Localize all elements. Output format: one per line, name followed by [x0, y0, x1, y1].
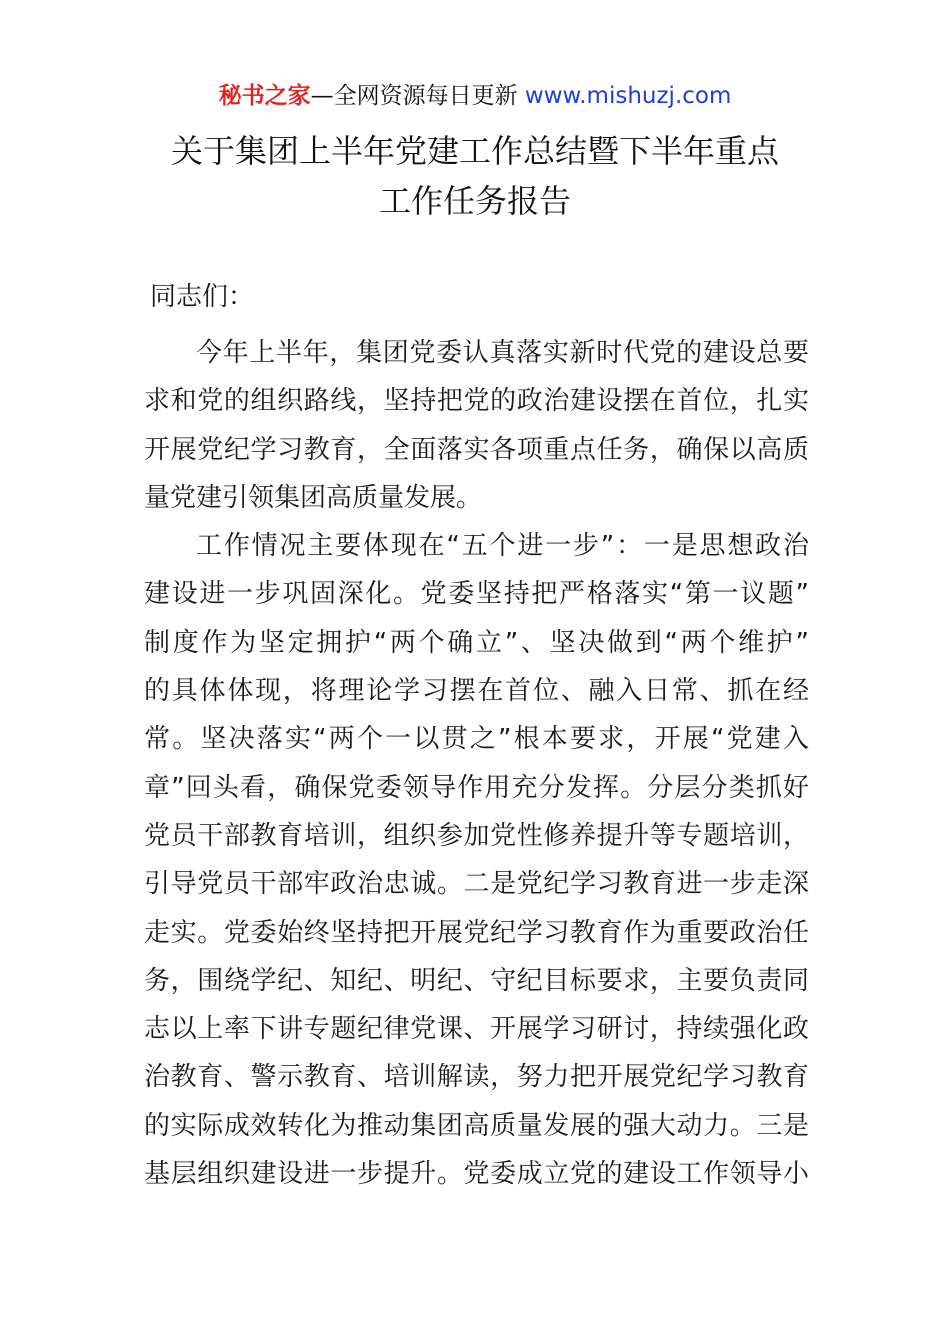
text-line: 基层组织建设进一步提升。党委成立党的建设工作领导小 — [144, 1159, 809, 1190]
site-header — [0, 80, 950, 112]
text-line: 引导党员干部牢政治忠诚。二是党纪学习教育进一步走深 — [144, 869, 809, 900]
site-name: 秘书之家 — [218, 83, 311, 109]
text-line: 务，围绕学纪、知纪、明纪、守纪目标要求，主要负责同 — [144, 965, 809, 996]
text-line: 量党建引领集团高质量发展。 — [144, 482, 483, 513]
text-line: 建设进一步巩固深化。党委坚持把严格落实“第一议题” — [144, 579, 809, 610]
title-line-2: 工作任务报告 — [378, 182, 571, 220]
salutation: 同志们： — [150, 282, 255, 312]
text-line: 常。坚决落实“两个一以贯之”根本要求，开展“党建入 — [144, 724, 809, 755]
text-line: 章”回头看，确保党委领导作用充分发挥。分层分类抓好 — [144, 772, 809, 803]
document-body — [144, 329, 809, 1198]
text-line: 制度作为坚定拥护“两个确立”、坚决做到“两个维护” — [144, 627, 809, 658]
text-line: 开展党纪学习教育，全面落实各项重点任务，确保以高质 — [144, 434, 809, 465]
text-line: 工作情况主要体现在“五个进一步”：一是思想政治 — [196, 531, 809, 562]
text-line: 求和党的组织路线，坚持把党的政治建设摆在首位，扎实 — [144, 386, 809, 417]
document-title — [100, 126, 850, 226]
text-line: 志以上率下讲专题纪律党课、开展学习研讨，持续强化政 — [144, 1014, 809, 1045]
text-line: 的实际成效转化为推动集团高质量发展的强大动力。三是 — [144, 1110, 809, 1141]
text-line: 的具体体现，将理论学习摆在首位、融入日常、抓在经 — [144, 676, 809, 707]
text-line: 走实。党委始终坚持把开展党纪学习教育作为重要政治任 — [144, 917, 809, 948]
site-url-link[interactable]: www.mishuzj.com — [524, 83, 732, 109]
text-line: 今年上半年，集团党委认真落实新时代党的建设总要 — [196, 338, 809, 368]
site-tagline: —全网资源每日更新 — [310, 83, 518, 109]
title-line-1: 关于集团上半年党建工作总结暨下半年重点 — [170, 132, 779, 170]
text-line: 党员干部教育培训，组织参加党性修养提升等专题培训， — [144, 820, 809, 851]
text-line: 治教育、警示教育、培训解读，努力把开展党纪学习教育 — [144, 1062, 809, 1093]
